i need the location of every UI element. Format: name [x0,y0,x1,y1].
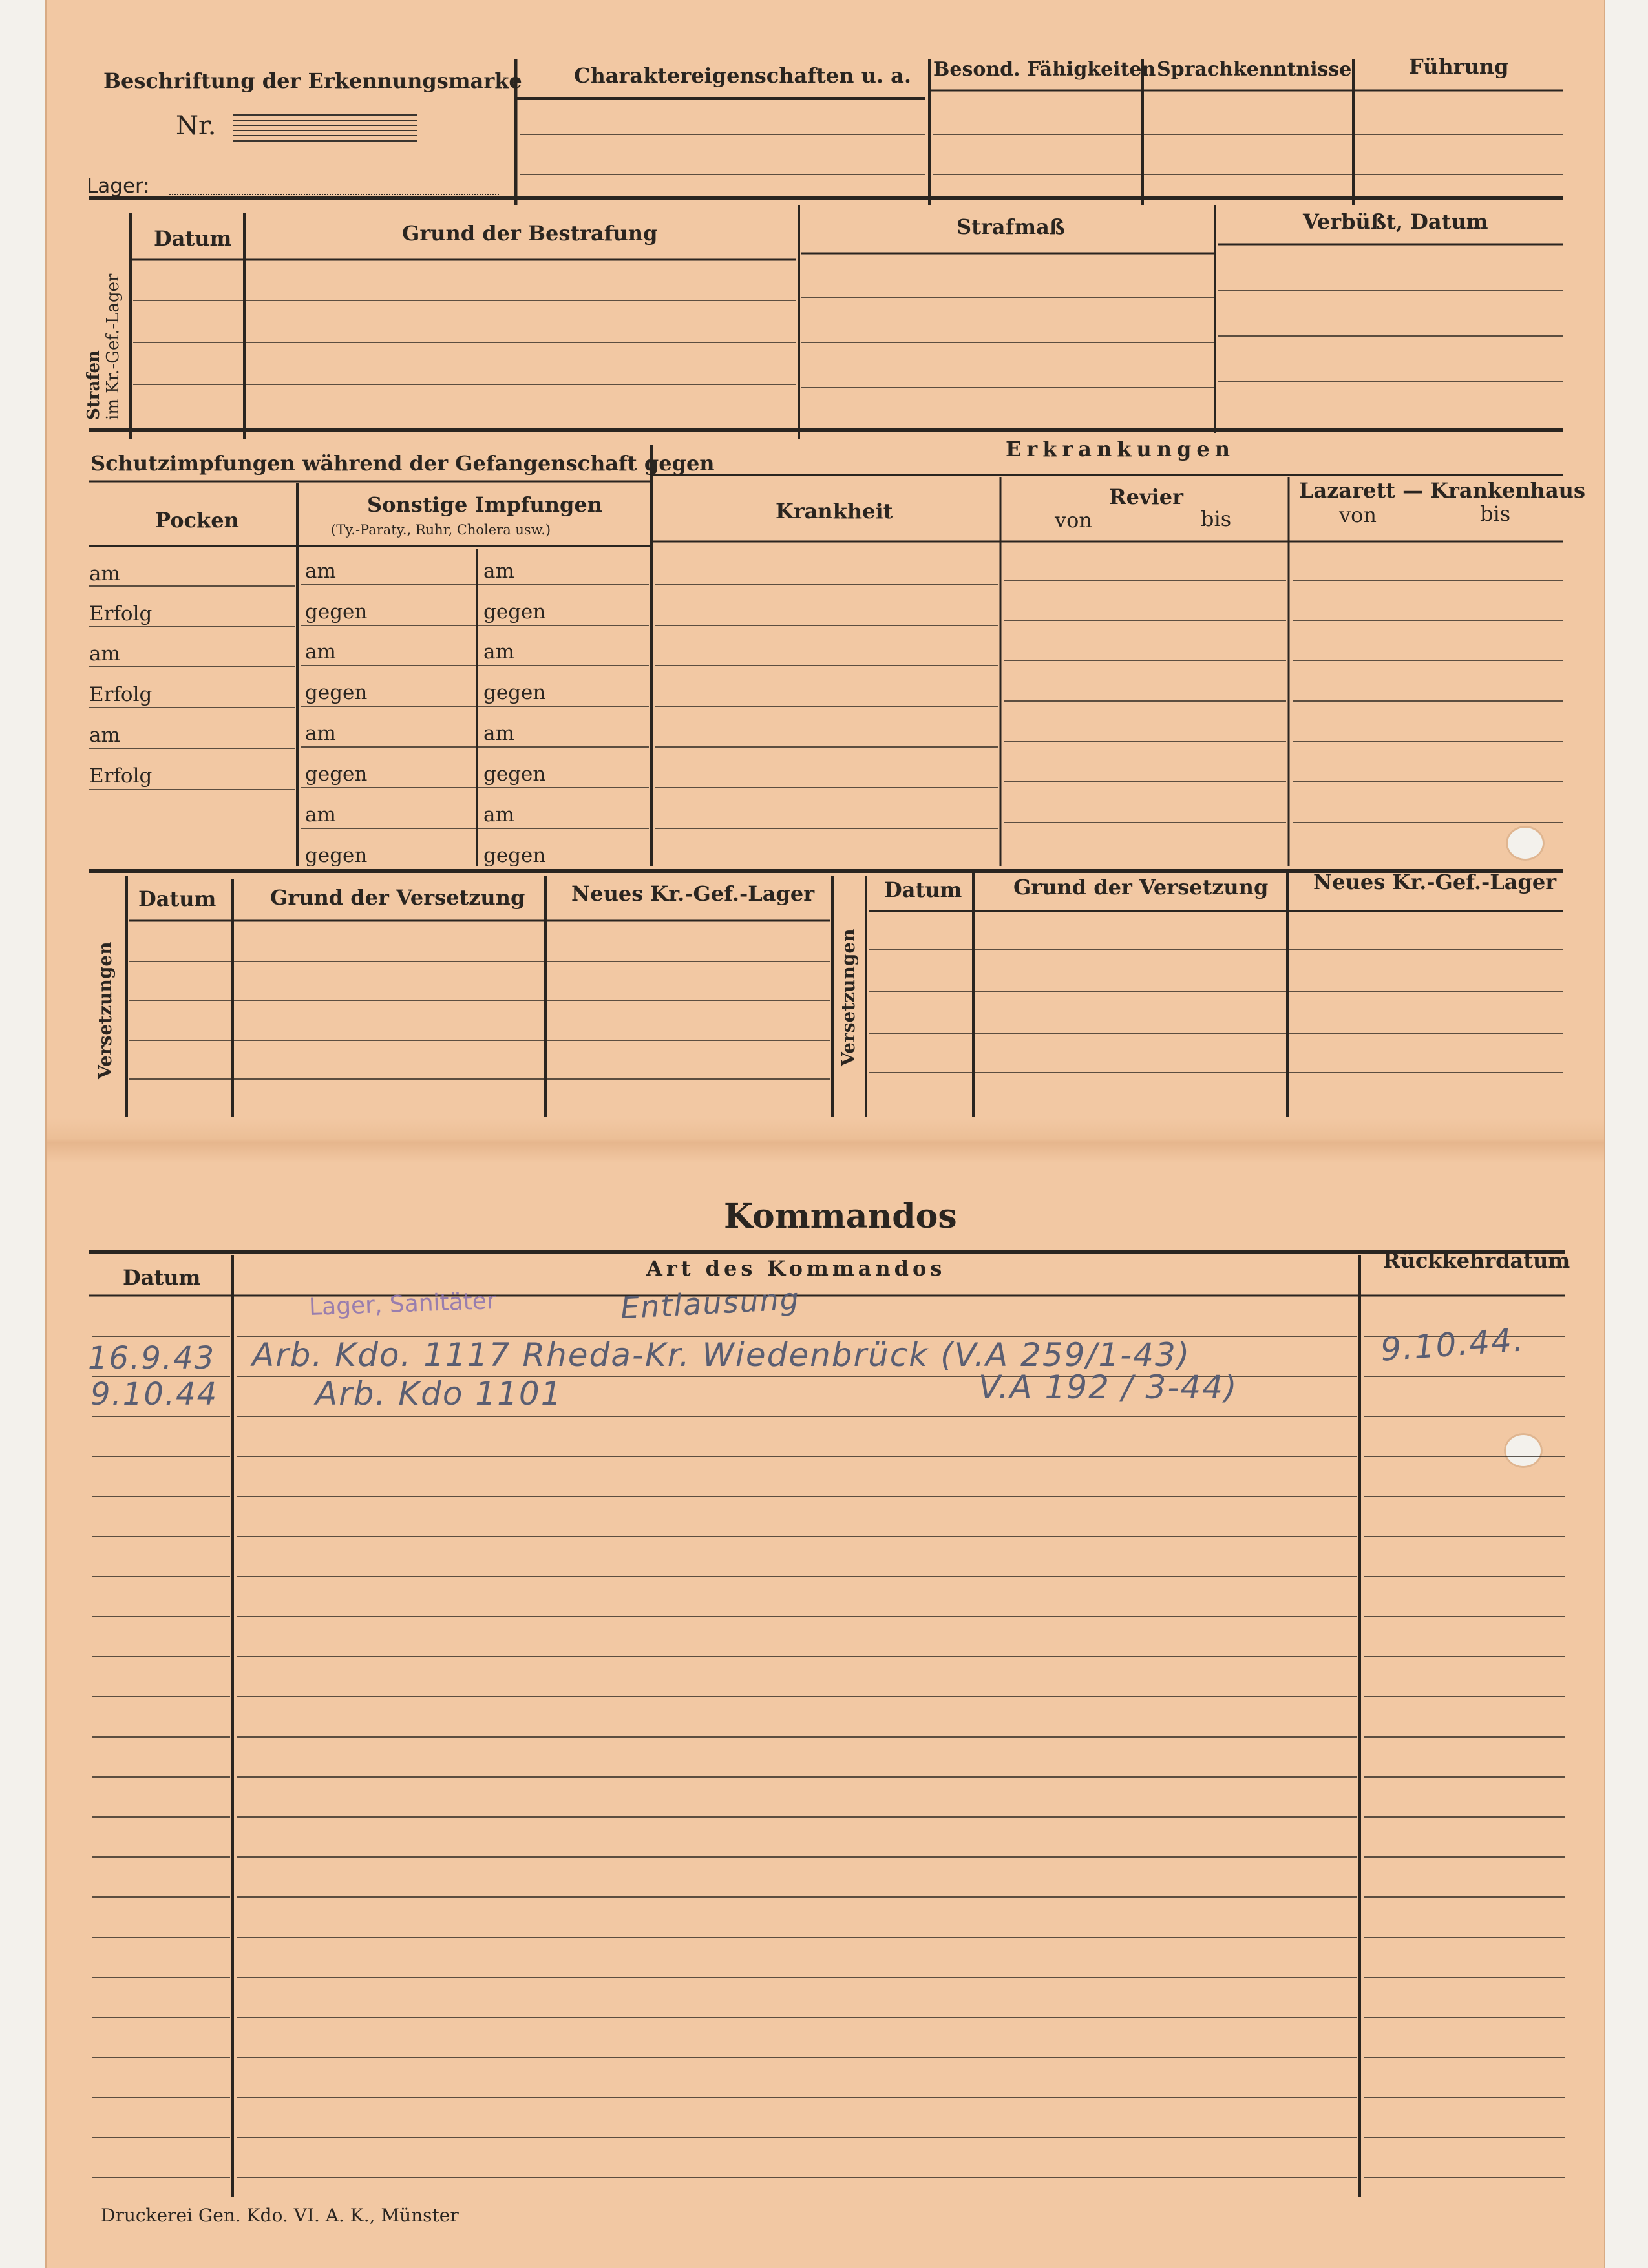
nr-label: Nr. [176,111,217,141]
sonstige-row-label-col1: am [305,803,336,826]
sonstige-row-label-col2: gegen [483,600,546,624]
sonstige-row-label-col2: am [483,640,514,664]
erkrankungen-header: Erkrankungen [1006,437,1235,461]
entry-1-art: Arb. Kdo. 1117 Rheda-Kr. Wiedenbrück (V.A 259/1-43) [252,1336,1191,1374]
revier-header: Revier [1109,485,1183,509]
handwritten-note: Entlausung [619,1281,801,1326]
kommandos-art-header: Art des Kommandos [646,1256,946,1281]
sonstige-row-label-col2: gegen [483,681,546,704]
sonstige-row-label-col1: gegen [305,762,368,786]
pocken-row-label: Erfolg [89,764,153,788]
sonstige-row-label-col2: gegen [483,844,546,867]
strafen-grund-header: Grund der Bestrafung [402,221,658,246]
revier-bis: bis [1201,507,1232,531]
lager-dotted-line [169,194,499,195]
versetzung-grund-header-left: Grund der Versetzung [270,885,525,910]
revier-von: von [1055,508,1092,532]
kommandos-title: Kommandos [724,1197,957,1236]
sonstige-row-label-col1: am [305,722,336,745]
lager-label: Lager: [87,174,150,198]
sonstige-impfungen-header: Sonstige Impfungen [367,492,603,517]
entry-2-art: Arb. Kdo 1101 [315,1375,563,1412]
sonstige-row-label-col1: am [305,640,336,664]
pocken-row-label: am [89,642,120,666]
entry-1-datum: 16.9.43 [88,1340,216,1376]
sonstige-row-label-col2: am [483,722,514,745]
lazarett-header: Lazarett — Krankenhaus [1299,478,1585,503]
sonstige-row-label-col2: am [483,803,514,826]
strafen-side-label: Strafen im Kr.-Gef.-Lager [84,273,123,420]
sonstige-row-label-col1: gegen [305,844,368,867]
versetzung-grund-header-right: Grund der Versetzung [1013,875,1269,899]
strafmass-header: Strafmaß [956,215,1066,239]
sonstige-row-label-col1: gegen [305,600,368,624]
impfungen-header: Schutzimpfungen während der Gefangenschaft gegen [90,451,715,476]
versetzungen-side-label-right: Versetzungen [838,929,859,1066]
erkennungsmarke-header: Beschriftung der Erkennungsmarke [103,68,522,93]
entry-2-ref: V.A 192 / 3-44) [978,1369,1238,1406]
pocken-row-label: am [89,724,120,747]
charakter-header: Charaktereigenschaften u. a. [574,63,911,88]
versetzung-neues-header-right: Neues Kr.-Gef.-Lager [1313,870,1557,894]
kommandos-datum-header: Datum [123,1265,201,1290]
faehigkeiten-header: Besond. Fähigkeiten [933,58,1156,81]
versetzung-datum-header-left: Datum [138,887,217,911]
sonstige-row-label-col2: gegen [483,762,546,786]
pocken-row-label: Erfolg [89,683,153,706]
sprach-header: Sprachkenntnisse [1157,58,1352,81]
versetzungen-side-label-left: Versetzungen [94,941,116,1079]
lazarett-bis: bis [1480,501,1511,526]
verbuesst-header: Verbüßt, Datum [1303,209,1488,234]
pocken-header: Pocken [155,508,239,532]
entry-2-datum: 9.10.44 [90,1376,218,1412]
strafen-datum-header: Datum [154,226,232,251]
sonstige-row-label-col1: am [305,560,336,583]
rueckkehr-header: Rückkehrdatum [1383,1248,1570,1273]
sonstige-impfungen-sub: (Ty.-Paraty., Ruhr, Cholera usw.) [331,522,551,538]
lager-stamp: Lager, Sanitäter [308,1287,497,1321]
pocken-row-label: Erfolg [89,602,153,625]
versetzung-neues-header-left: Neues Kr.-Gef.-Lager [571,881,815,906]
krankheit-header: Krankheit [776,499,893,523]
sonstige-row-label-col1: gegen [305,681,368,704]
printer-imprint: Druckerei Gen. Kdo. VI. A. K., Münster [101,2205,459,2226]
versetzung-datum-header-right: Datum [884,877,962,902]
sonstige-row-label-col2: am [483,560,514,583]
entry-1-rueckkehr: 9.10.44. [1379,1321,1526,1369]
fuehrung-header: Führung [1409,54,1509,79]
pocken-row-label: am [89,562,120,585]
lazarett-von: von [1339,503,1377,527]
redacted-number [233,110,420,149]
